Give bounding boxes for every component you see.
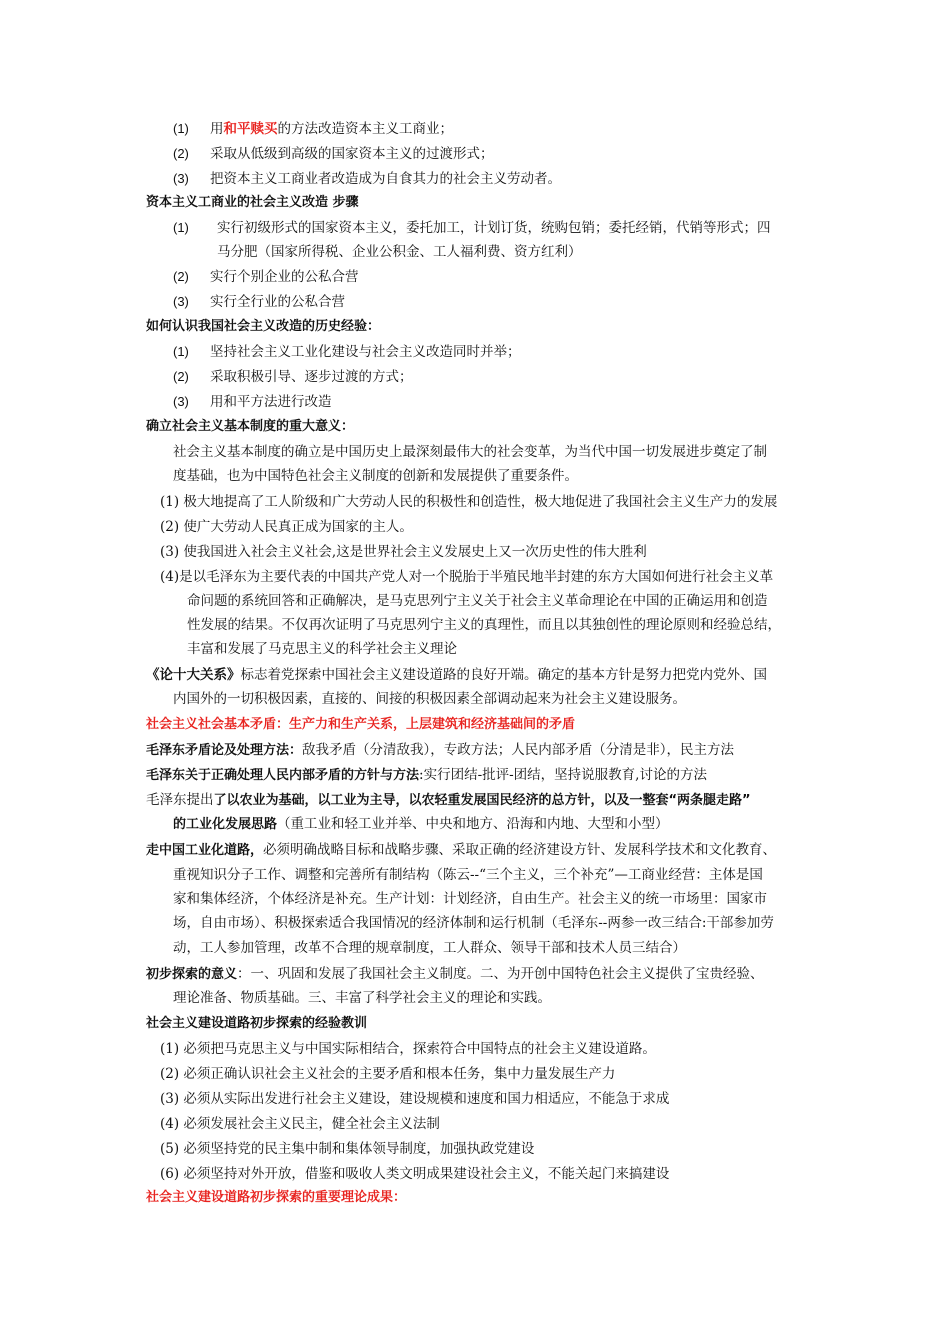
item-number: (2) (173, 369, 189, 384)
paragraph-line: 毛泽东矛盾论及处理方法：敌我矛盾（分清敌我），专政方法；人民内部矛盾（分清是非），民主方法 (146, 742, 735, 758)
item-text: 实行全行业的公私合营 (210, 294, 345, 310)
list-item: (2) 使广大劳动人民真正成为国家的主人。 (160, 519, 413, 535)
list-item-continued: 丰富和发展了马克思主义的科学社会主义理论 (187, 641, 457, 657)
item-text: 实行个别企业的公私合营 (210, 269, 359, 285)
item-number: (2) (173, 146, 189, 161)
list-item: (2) 必须正确认识社会主义社会的主要矛盾和根本任务，集中力量发展生产力 (160, 1066, 616, 1082)
paragraph-line: 度基础，也为中国特色社会主义制度的创新和发展提供了重要条件。 (173, 468, 578, 484)
item-text: 用和平赎买的方法改造资本主义工商业； (210, 121, 453, 137)
list-item-continued: 性发展的结果。不仅再次证明了马克思列宁主义的真理性，而且以其独创性的理论原则和经验总结， (187, 617, 781, 633)
section-heading: 社会主义建设道路初步探索的经验教训 (146, 1016, 368, 1031)
item-text: 采取从低级到高级的国家资本主义的过渡形式； (210, 146, 494, 162)
highlight-heading: 社会主义建设道路初步探索的重要理论成果： (146, 1190, 407, 1205)
item-number: (2) (173, 269, 189, 284)
list-item: (1) 必须把马克思主义与中国实际相结合，探索符合中国特点的社会主义建设道路。 (160, 1041, 656, 1057)
item-text: 坚持社会主义工业化建设与社会主义改造同时并举； (210, 344, 521, 360)
paragraph-line: 的工业化发展思路（重工业和轻工业并举、中央和地方、沿海和内地、大型和小型） (173, 816, 669, 832)
paragraph-line: 内国外的一切积极因素，直接的、间接的积极因素全部调动起来为社会主义建设服务。 (173, 691, 686, 707)
paragraph-line: 社会主义基本制度的确立是中国历史上最深刻最伟大的社会变革，为当代中国一切发展进步奠定了制 (173, 444, 767, 460)
paragraph-line: 家和集体经济，个体经济是补充。生产计划：计划经济，自由生产。社会主义的统一市场里：国家市 (173, 891, 767, 907)
list-item: (4) 必须发展社会主义民主，健全社会主义法制 (160, 1116, 440, 1132)
list-item: (3) 使我国进入社会主义社会,这是世界社会主义发展史上又一次历史性的伟大胜利 (160, 544, 647, 560)
item-text: 把资本主义工商业者改造成为自食其力的社会主义劳动者。 (210, 171, 561, 187)
paragraph-line: 走中国工业化道路，必须明确战略目标和战略步骤、采取正确的经济建设方针、发展科学技术和文化教育、 (146, 842, 777, 858)
list-item: (5) 必须坚持党的民主集中制和集体领导制度，加强执政党建设 (160, 1141, 535, 1157)
item-number: (1) (173, 344, 189, 359)
paragraph-line: 《论十大关系》标志着党探索中国社会主义建设道路的良好开端。确定的基本方针是努力把党内党外、国 (146, 667, 767, 683)
item-number: (3) (173, 394, 189, 409)
paragraph-line: 毛泽东提出了以农业为基础，以工业为主导，以农轻重发展国民经济的总方针，以及一整套“两条腿走路” (146, 792, 751, 808)
list-item: (3) 必须从实际出发进行社会主义建设，建设规模和速度和国力相适应，不能急于求成 (160, 1091, 670, 1107)
paragraph-line: 重视知识分子工作、调整和完善所有制结构（陈云--“三个主义，三个补充”—工商业经营：主体是国 (173, 867, 763, 883)
item-text: 实行初级形式的国家资本主义，委托加工，计划订货，统购包销；委托经销，代销等形式；四 (217, 220, 771, 236)
paragraph-line: 场，自由市场）、积极探索适合我国情况的经济体制和运行机制（毛泽东--两参一改三结合:干部参加劳 (173, 915, 774, 931)
section-heading: 如何认识我国社会主义改造的历史经验： (146, 319, 381, 334)
highlight-line: 社会主义社会基本矛盾：生产力和生产关系，上层建筑和经济基础间的矛盾 (146, 717, 576, 732)
item-text: 采取积极引导、逐步过渡的方式； (210, 369, 413, 385)
item-number: (1) (173, 121, 189, 136)
item-number: (3) (173, 171, 189, 186)
item-text: 马分肥（国家所得税、企业公积金、工人福利费、资方红利） (217, 244, 582, 260)
paragraph-line: 毛泽东关于正确处理人民内部矛盾的方针与方法:实行团结-批评-团结，坚持说服教育,讨论的方法 (146, 767, 707, 783)
paragraph-line: 初步探索的意义：一、巩固和发展了我国社会主义制度。二、为开创中国特色社会主义提供了宝贵经验、 (146, 966, 764, 982)
list-item: (1) 极大地提高了工人阶级和广大劳动人民的积极性和创造性，极大地促进了我国社会主义生产力的发展 (160, 494, 778, 510)
paragraph-line: 理论准备、物质基础。三、丰富了科学社会主义的理论和实践。 (173, 990, 551, 1006)
item-number: (3) (173, 294, 189, 309)
list-item: (4)是以毛泽东为主要代表的中国共产党人对一个脱胎于半殖民地半封建的东方大国如何进行社会主义革 (160, 569, 774, 585)
paragraph-line: 动，工人参加管理，改革不合理的规章制度，工人群众、领导干部和技术人员三结合） (173, 940, 686, 956)
list-item-continued: 命问题的系统回答和正确解决，是马克思列宁主义关于社会主义革命理论在中国的正确运用和创造 (187, 593, 768, 609)
list-item: (6) 必须坚持对外开放，借鉴和吸收人类文明成果建设社会主义，不能关起门来搞建设 (160, 1166, 670, 1182)
section-heading: 资本主义工商业的社会主义改造 步骤 (146, 195, 359, 210)
section-heading: 确立社会主义基本制度的重大意义： (146, 419, 355, 434)
item-number: (1) (173, 220, 189, 235)
item-text: 用和平方法进行改造 (210, 394, 332, 410)
